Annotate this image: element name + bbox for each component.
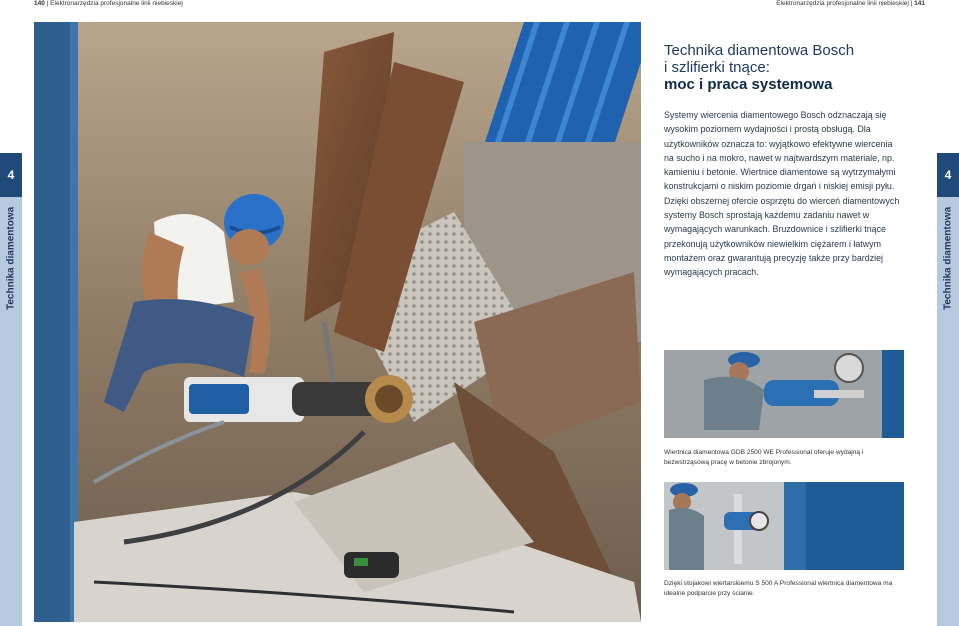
photo-gdb-2500-we (664, 350, 904, 438)
caption-photo-1: Wiertnica diamentowa GDB 2500 WE Professional oferuje wydajną i bezwstrząsową pracę w betonie zbrojonym. (664, 449, 864, 466)
chapter-tab-right (937, 153, 959, 626)
chapter-number-right: 4 (937, 153, 959, 197)
chapter-strip-left (0, 197, 22, 626)
photo-s-500-a-stand (664, 482, 904, 570)
construction-site-illustration (34, 22, 641, 622)
page-number-left: 140 (34, 0, 45, 7)
title-line-3: moc i praca systemowa (664, 76, 833, 93)
chapter-strip-right (937, 197, 959, 626)
title-line-2: i szlifierki tnące: (664, 59, 770, 76)
header-text-right: Elektronarzędzia profesjonalne linii niebieskiej (776, 0, 909, 7)
page-number-right: 141 (914, 0, 925, 7)
running-header-right: Elektronarzędzia profesjonalne linii niebieskiej | 141 (776, 0, 925, 7)
caption-photo-2: Dzięki stojakowi wiertarskiemu S 500 A Professional wiertnica diamentowa ma idealne podparcie przy ścianie. (664, 580, 893, 597)
title-line-1: Technika diamentowa Bosch (664, 42, 855, 59)
header-text-left: Elektronarzędzia profesjonalne linii niebieskiej (50, 0, 183, 7)
article-title (664, 42, 924, 94)
main-photo-diamond-drilling (34, 22, 641, 622)
chapter-label-left: Technika diamentowa (5, 207, 17, 311)
chapter-number-left: 4 (0, 153, 22, 197)
running-header-left: 140 | Elektronarzędzia profesjonalne linii niebieskiej (34, 0, 183, 7)
chapter-tab-left (0, 153, 22, 626)
drill-photo-illustration-2 (664, 482, 904, 570)
drill-photo-illustration-1 (664, 350, 904, 438)
article-body: Systemy wiercenia diamentowego Bosch odznaczają się wysokim poziomem wydajności i prostą obsługą. Dla użytkowników oznacza to: wyjątkowo efektywne wiercenia na sucho i na mokro, nawet w najtwardszym materiale, np. kamieniu i betonie. Wiertnice diamentowe są wytrzymałymi konstrukcjami o niskim poziomie drgań i niskiej emisji pyłu. Dzięki obszernej ofercie osprzętu do wierceń diamentowych systemy Bosch sprostają każdemu zadaniu nawet w wymagających warunkach. Bruzdownice i szlifierki tnące przekonują użytkowników niewielkim ciężarem i łatwym montażem oraz gwarantują precyzję także przy bardziej wymagających pracach. (664, 110, 900, 278)
chapter-label-right: Technika diamentowa (942, 207, 954, 311)
